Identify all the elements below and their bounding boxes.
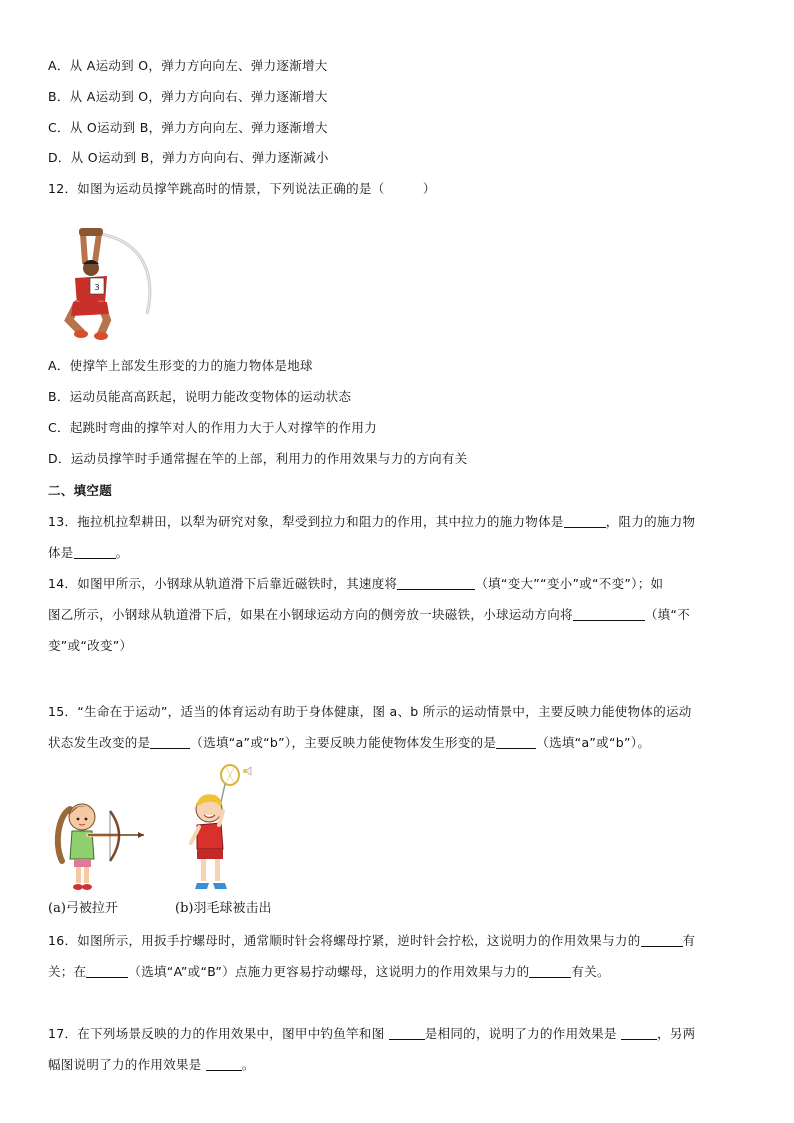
badminton-player-image bbox=[185, 763, 255, 893]
bib-number: 3 bbox=[94, 283, 100, 292]
q16-line-1 bbox=[48, 933, 695, 949]
q15-blank-2[interactable] bbox=[496, 736, 536, 749]
q14-blank-2[interactable] bbox=[573, 608, 645, 621]
caption-a: (a)弓被拉开 bbox=[48, 901, 118, 916]
q13-blank-1[interactable] bbox=[564, 515, 606, 528]
q13-line-2 bbox=[48, 545, 128, 561]
q16-text-2: 有 bbox=[682, 933, 696, 948]
q17-line-1 bbox=[48, 1026, 695, 1042]
q15-line-2 bbox=[48, 735, 650, 751]
q11-option-d: D．从 O运动到 B，弹力方向向右、弹力逐渐减小 bbox=[48, 150, 329, 165]
q17-text-2: 是相同的，说明了力的作用效果是 bbox=[424, 1026, 622, 1041]
q15-line-1: 15．“生命在于运动”，适当的体育运动有助于身体健康，图 a、b 所示的运动情景中，主要反映力能使物体的运动 bbox=[48, 704, 692, 719]
caption-b: (b)羽毛球被击出 bbox=[175, 901, 272, 916]
q14-text-1: 14．如图甲所示，小钢球从轨道滑下后靠近磁铁时，其速度将 bbox=[48, 576, 398, 591]
q17-text-1: 17．在下列场景反映的力的作用效果中，图甲中钓鱼竿和图 bbox=[48, 1026, 389, 1041]
q16-blank-2[interactable] bbox=[86, 965, 128, 978]
q17-line-2 bbox=[48, 1057, 255, 1073]
q16-text-5: 有关。 bbox=[571, 964, 610, 979]
q17-text-3: ，另两 bbox=[657, 1026, 696, 1041]
q13-line-1 bbox=[48, 514, 695, 530]
q16-blank-3[interactable] bbox=[529, 965, 571, 978]
q15-blank-1[interactable] bbox=[150, 736, 190, 749]
q11-option-c: C．从 O运动到 B，弹力方向向左、弹力逐渐增大 bbox=[48, 120, 328, 135]
q14-text-4: （填“不 bbox=[644, 607, 690, 622]
q16-blank-1[interactable] bbox=[641, 934, 683, 947]
q12-option-a: A．使撑竿上部发生形变的力的施力物体是地球 bbox=[48, 358, 313, 373]
q15-text-3: （选填“a”或“b”），主要反映力能使物体发生形变的是 bbox=[190, 735, 497, 750]
q12-option-b: B．运动员能高高跃起，说明力能改变物体的运动状态 bbox=[48, 389, 352, 404]
q12-stem: 12．如图为运动员撑竿跳高时的情景，下列说法正确的是（ ） bbox=[48, 181, 436, 196]
q17-blank-1[interactable] bbox=[389, 1027, 425, 1040]
archer-girl-image bbox=[48, 795, 148, 895]
q12-option-d: D．运动员撑竿时手通常握在竿的上部，利用力的作用效果与力的方向有关 bbox=[48, 451, 468, 466]
q14-line-3: 变”或“改变”） bbox=[48, 638, 133, 653]
q17-blank-3[interactable] bbox=[206, 1058, 242, 1071]
q14-text-3: 图乙所示，小钢球从轨道滑下后，如果在小钢球运动方向的侧旁放一块磁铁，小球运动方向将 bbox=[48, 607, 573, 622]
q14-line-2 bbox=[48, 607, 690, 623]
q11-option-b: B．从 A运动到 O，弹力方向向右、弹力逐渐增大 bbox=[48, 89, 328, 104]
q16-line-2 bbox=[48, 964, 610, 980]
q17-text-5: 。 bbox=[241, 1057, 255, 1072]
q16-text-4: （选填“A”或“B”）点施力更容易拧动螺母，这说明力的作用效果与力的 bbox=[128, 964, 530, 979]
q14-blank-1[interactable] bbox=[397, 577, 475, 590]
q13-blank-2[interactable] bbox=[74, 546, 116, 559]
q13-text-2: ，阻力的施力物 bbox=[605, 514, 696, 529]
q14-text-2: （填“变大”“变小”或“不变”）；如 bbox=[475, 576, 664, 591]
q16-text-3: 关；在 bbox=[48, 964, 87, 979]
q17-blank-2[interactable] bbox=[621, 1027, 657, 1040]
q13-text-1: 13．拖拉机拉犁耕田，以犁为研究对象，犁受到拉力和阻力的作用，其中拉力的施力物体是 bbox=[48, 514, 564, 529]
q12-option-c: C．起跳时弯曲的撑竿对人的作用力大于人对撑竿的作用力 bbox=[48, 420, 378, 435]
q15-text-2: 状态发生改变的是 bbox=[48, 735, 151, 750]
q13-text-4: 。 bbox=[115, 545, 129, 560]
q15-text-4: （选填“a”或“b”）。 bbox=[536, 735, 651, 750]
q17-text-4: 幅图说明了力的作用效果是 bbox=[48, 1057, 206, 1072]
section-title-fill-in: 二、填空题 bbox=[48, 483, 113, 498]
pole-vault-image bbox=[55, 222, 160, 340]
q14-line-1 bbox=[48, 576, 663, 592]
q13-text-3: 体是 bbox=[48, 545, 74, 560]
q11-option-a: A．从 A运动到 O，弹力方向向左、弹力逐渐增大 bbox=[48, 58, 328, 73]
q16-text-1: 16．如图所示，用扳手拧螺母时，通常顺时针会将螺母拧紧，逆时针会拧松，这说明力的作用效果与力的 bbox=[48, 933, 641, 948]
